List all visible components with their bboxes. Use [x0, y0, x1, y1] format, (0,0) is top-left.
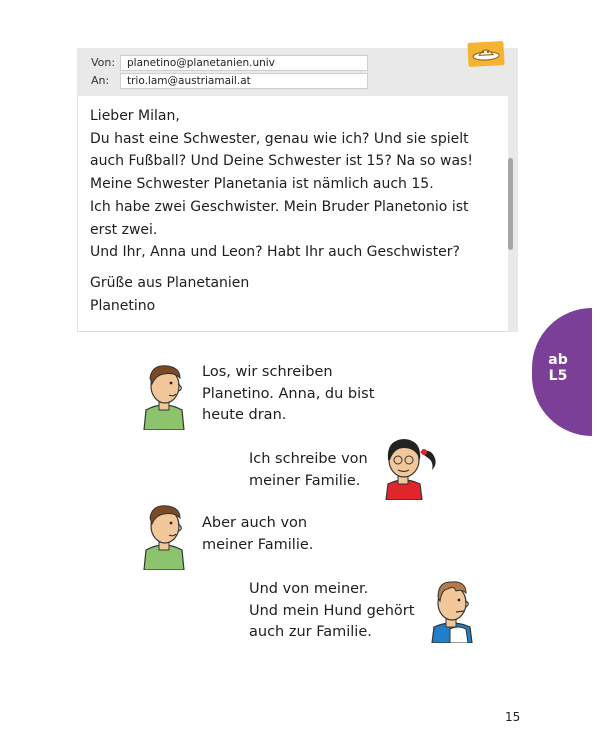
page-number: 15 — [505, 710, 521, 724]
ufo-badge — [467, 41, 504, 67]
speech-line: Und mein Hund gehört — [249, 602, 415, 619]
email-text — [90, 105, 502, 317]
email-line: Du hast eine Schwester, genau wie ich? Und sie spielt — [90, 130, 469, 147]
from-label: Von: — [91, 56, 116, 69]
speech-line: meiner Familie. — [249, 472, 361, 489]
lesson-tab-line: ab — [548, 352, 568, 368]
speech-line: Ich schreibe von — [249, 451, 368, 467]
email-line: Ich habe zwei Geschwister. Mein Bruder Planetonio ist — [90, 198, 469, 215]
email-signature: Planetino — [90, 297, 156, 314]
scrollbar-thumb[interactable] — [508, 158, 513, 250]
speech-line: Aber auch von — [202, 515, 308, 531]
boy-character-icon — [138, 500, 190, 570]
speech-line: auch zur Familie. — [249, 624, 372, 640]
speech-bubble — [249, 579, 414, 644]
speech-line: Planetino. Anna, du bist — [202, 385, 375, 402]
lesson-tab-label — [543, 352, 573, 384]
email-line: Und Ihr, Anna und Leon? Habt Ihr auch Geschwister? — [90, 244, 460, 261]
girl-character-icon — [378, 430, 444, 500]
email-closing-line: Grüße aus Planetanien — [90, 274, 250, 291]
speech-line: heute dran. — [202, 407, 287, 423]
to-field[interactable]: trio.lam@austriamail.at — [120, 73, 368, 89]
from-field[interactable]: planetino@planetanien.univ — [120, 55, 368, 71]
speech-line: Und von meiner. — [249, 581, 369, 597]
email-line: auch Fußball? Und Deine Schwester ist 15? Na so was! — [90, 153, 473, 170]
speech-bubble — [202, 513, 313, 556]
speech-bubble — [249, 449, 368, 492]
email-window — [77, 48, 518, 332]
email-header — [77, 48, 518, 88]
email-line: Meine Schwester Planetania ist nämlich auch 15. — [90, 176, 434, 193]
speech-bubble — [202, 362, 374, 427]
email-line: erst zwei. — [90, 221, 158, 238]
email-line: Lieber Milan, — [90, 108, 180, 124]
speech-line: Los, wir schreiben — [202, 364, 333, 380]
to-label: An: — [91, 74, 110, 87]
lesson-tab-line: L5 — [548, 368, 568, 384]
speech-line: meiner Familie. — [202, 536, 314, 553]
ufo-icon — [467, 41, 504, 67]
boy-character-icon — [138, 360, 190, 430]
boy-character-icon — [428, 573, 478, 643]
email-body[interactable] — [77, 96, 508, 332]
